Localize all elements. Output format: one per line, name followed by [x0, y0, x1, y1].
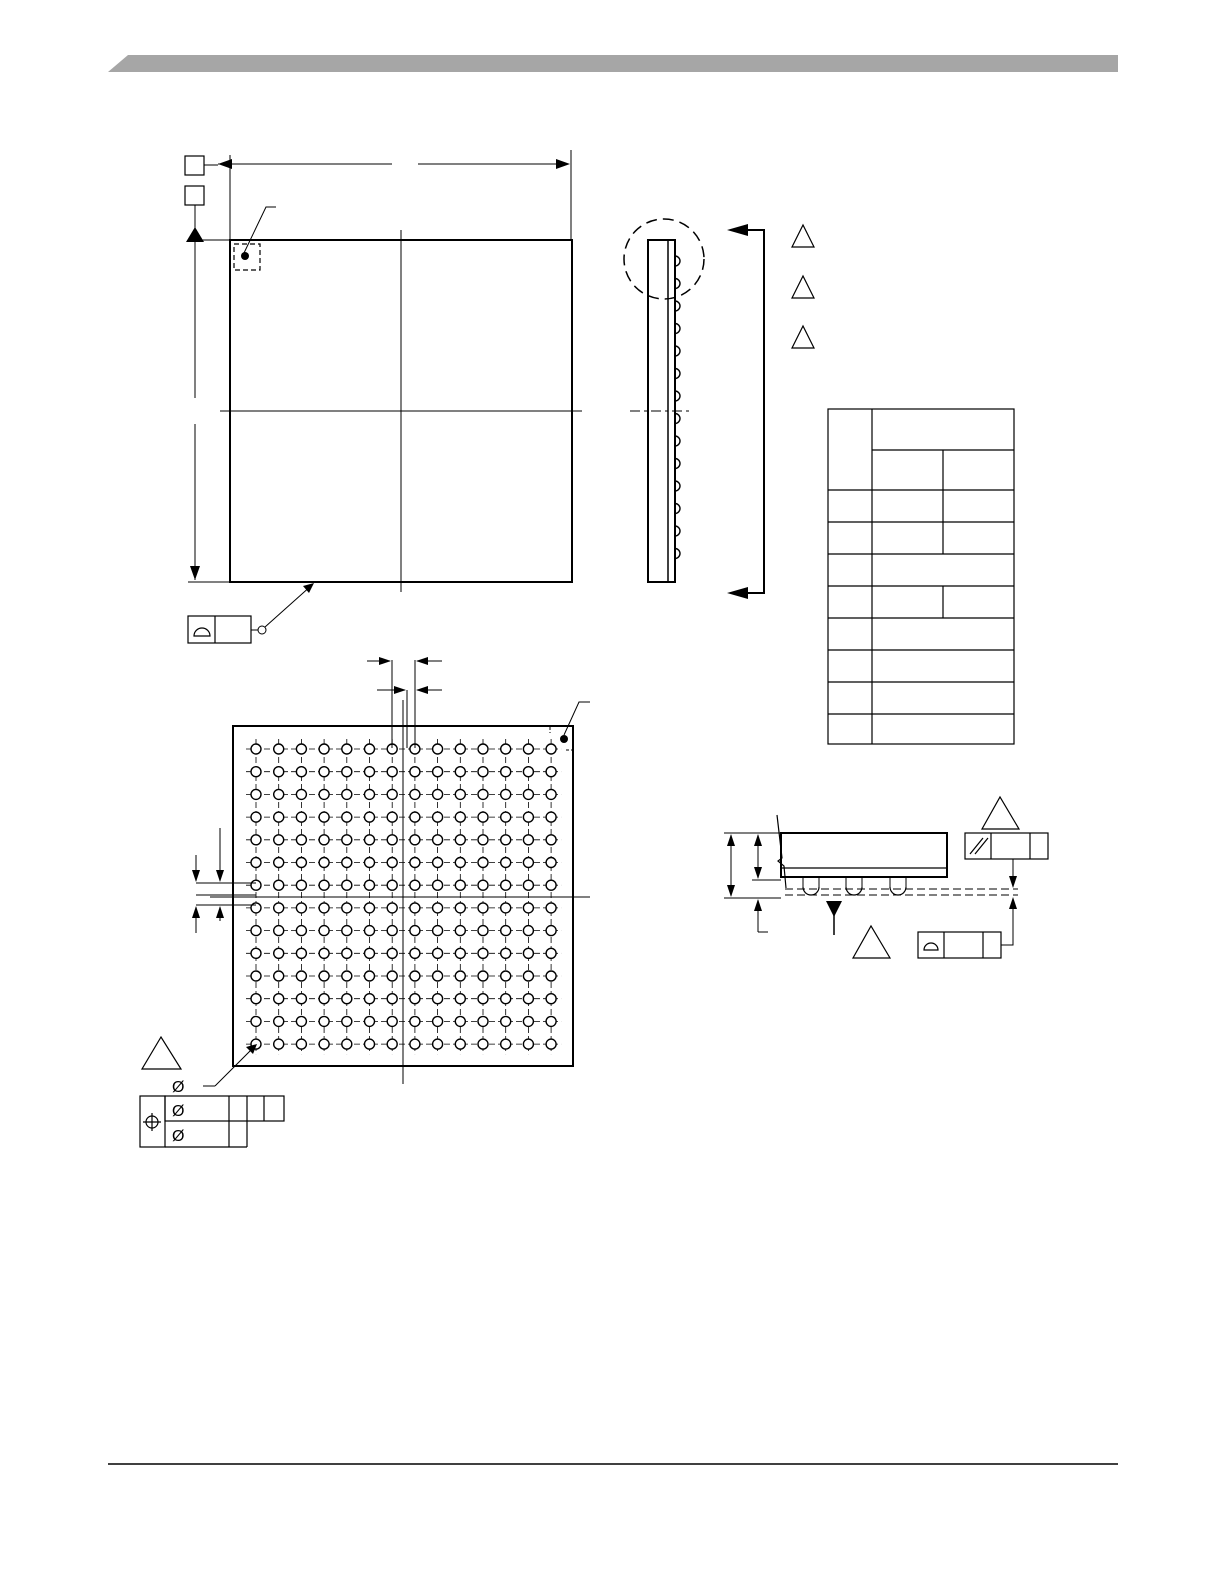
solder-ball	[342, 812, 352, 822]
solder-ball	[365, 767, 375, 777]
note-triangle-2	[792, 276, 814, 298]
solder-ball	[387, 880, 397, 890]
solder-ball	[296, 858, 306, 868]
solder-ball	[523, 835, 533, 845]
solder-ball	[523, 1016, 533, 1026]
solder-ball	[546, 1016, 556, 1026]
solder-ball	[319, 1039, 329, 1049]
solder-ball	[433, 789, 443, 799]
solder-ball	[342, 744, 352, 754]
solder-ball	[455, 858, 465, 868]
pin1-dot	[241, 252, 249, 260]
solder-ball	[274, 744, 284, 754]
parallelism-icon	[970, 838, 988, 854]
solder-ball	[274, 767, 284, 777]
fcf-diameter-symbol-2: Ø	[172, 1128, 185, 1145]
solder-ball	[433, 994, 443, 1004]
solder-ball	[501, 971, 511, 981]
solder-ball	[478, 812, 488, 822]
solder-ball	[274, 1039, 284, 1049]
solder-ball	[342, 1039, 352, 1049]
solder-ball	[296, 1039, 306, 1049]
solder-ball	[410, 994, 420, 1004]
solder-ball	[410, 971, 420, 981]
solder-ball	[478, 858, 488, 868]
solder-ball	[501, 767, 511, 777]
solder-ball	[433, 858, 443, 868]
note-triangle-5	[982, 797, 1019, 829]
solder-ball	[433, 812, 443, 822]
section-line	[733, 230, 764, 593]
solder-ball	[455, 1039, 465, 1049]
solder-ball	[342, 903, 352, 913]
solder-ball	[296, 744, 306, 754]
solder-ball	[251, 835, 261, 845]
solder-ball	[455, 767, 465, 777]
solder-ball	[365, 1039, 375, 1049]
solder-ball	[523, 789, 533, 799]
solder-ball	[274, 971, 284, 981]
solder-ball	[523, 812, 533, 822]
note-triangle-6	[853, 926, 890, 958]
solder-ball	[365, 744, 375, 754]
solder-ball	[455, 812, 465, 822]
a1-corner-leader	[564, 702, 590, 735]
solder-ball	[319, 1016, 329, 1026]
detail-profile-control-frame	[918, 897, 1017, 958]
solder-ball	[342, 994, 352, 1004]
solder-ball	[365, 880, 375, 890]
solder-ball	[251, 789, 261, 799]
solder-ball	[410, 789, 420, 799]
solder-ball	[365, 858, 375, 868]
solder-ball	[251, 744, 261, 754]
solder-ball	[319, 789, 329, 799]
solder-ball	[296, 971, 306, 981]
note-triangle-1	[792, 225, 814, 247]
solder-ball	[342, 858, 352, 868]
solder-ball	[296, 926, 306, 936]
solder-ball	[342, 835, 352, 845]
solder-ball	[523, 926, 533, 936]
solder-ball	[433, 880, 443, 890]
solder-ball	[410, 903, 420, 913]
profile-control-frame	[188, 583, 314, 643]
solder-ball	[410, 835, 420, 845]
solder-ball	[296, 767, 306, 777]
solder-ball	[546, 926, 556, 936]
solder-ball	[342, 926, 352, 936]
solder-ball	[274, 1016, 284, 1026]
solder-ball	[523, 880, 533, 890]
solder-ball	[523, 948, 533, 958]
solder-ball	[251, 858, 261, 868]
solder-ball	[478, 926, 488, 936]
solder-ball	[319, 744, 329, 754]
solder-ball	[455, 926, 465, 936]
detail-package-body	[781, 833, 947, 877]
solder-ball	[455, 744, 465, 754]
dim-width-label-gap	[392, 158, 418, 170]
solder-ball	[365, 926, 375, 936]
solder-ball	[478, 835, 488, 845]
solder-ball	[251, 767, 261, 777]
solder-ball	[274, 812, 284, 822]
solder-ball	[478, 1016, 488, 1026]
solder-ball	[296, 812, 306, 822]
a1-corner-dot	[560, 735, 568, 743]
dim-height-arrow-bottom	[190, 566, 200, 580]
dimension-table-rows	[828, 490, 1014, 714]
solder-ball	[478, 994, 488, 1004]
solder-ball	[433, 948, 443, 958]
solder-ball	[546, 903, 556, 913]
solder-ball	[296, 835, 306, 845]
solder-ball	[501, 744, 511, 754]
solder-ball	[455, 903, 465, 913]
solder-ball	[319, 994, 329, 1004]
solder-ball	[387, 1039, 397, 1049]
solder-ball	[251, 812, 261, 822]
solder-ball	[433, 971, 443, 981]
solder-ball	[501, 903, 511, 913]
solder-ball	[319, 767, 329, 777]
solder-ball	[296, 880, 306, 890]
solder-ball	[546, 835, 556, 845]
solder-ball	[546, 812, 556, 822]
solder-ball	[501, 812, 511, 822]
solder-ball	[365, 971, 375, 981]
solder-ball	[251, 948, 261, 958]
solder-ball	[478, 948, 488, 958]
solder-ball	[365, 994, 375, 1004]
side-view	[624, 219, 764, 599]
solder-ball	[455, 971, 465, 981]
profile-of-surface-icon	[924, 943, 938, 950]
solder-ball	[478, 789, 488, 799]
solder-ball	[478, 880, 488, 890]
solder-ball	[455, 789, 465, 799]
datum-box-b	[185, 186, 204, 205]
solder-ball	[296, 789, 306, 799]
solder-ball	[455, 835, 465, 845]
solder-ball	[387, 835, 397, 845]
solder-ball	[501, 994, 511, 1004]
solder-ball	[365, 1016, 375, 1026]
solder-ball	[387, 926, 397, 936]
solder-ball	[433, 835, 443, 845]
solder-ball	[274, 948, 284, 958]
solder-ball	[387, 903, 397, 913]
solder-ball	[501, 880, 511, 890]
solder-ball	[433, 767, 443, 777]
solder-ball	[546, 948, 556, 958]
solder-ball	[365, 948, 375, 958]
solder-ball	[410, 948, 420, 958]
solder-ball	[319, 880, 329, 890]
detail-callout-circle	[624, 219, 704, 299]
solder-ball	[342, 789, 352, 799]
solder-ball	[478, 971, 488, 981]
solder-ball	[274, 994, 284, 1004]
solder-ball	[478, 1039, 488, 1049]
datum-box-a	[185, 156, 204, 175]
solder-ball	[387, 767, 397, 777]
solder-ball	[296, 948, 306, 958]
detail-view	[724, 797, 1048, 958]
solder-ball	[501, 1016, 511, 1026]
solder-ball	[274, 835, 284, 845]
solder-ball	[365, 835, 375, 845]
solder-ball	[251, 1016, 261, 1026]
solder-ball	[501, 926, 511, 936]
solder-ball	[274, 880, 284, 890]
solder-ball	[274, 858, 284, 868]
solder-ball	[523, 1039, 533, 1049]
solder-ball	[546, 994, 556, 1004]
solder-ball	[387, 948, 397, 958]
solder-ball	[433, 1039, 443, 1049]
solder-ball	[410, 1039, 420, 1049]
solder-ball	[501, 948, 511, 958]
solder-ball	[410, 858, 420, 868]
solder-ball	[319, 858, 329, 868]
solder-ball	[296, 1016, 306, 1026]
solder-ball	[365, 789, 375, 799]
solder-ball	[501, 1039, 511, 1049]
solder-ball	[546, 858, 556, 868]
solder-ball	[410, 1016, 420, 1026]
solder-ball	[455, 880, 465, 890]
solder-ball	[455, 948, 465, 958]
solder-ball	[251, 971, 261, 981]
solder-ball	[274, 789, 284, 799]
solder-ball	[342, 971, 352, 981]
solder-ball	[387, 789, 397, 799]
solder-ball	[319, 903, 329, 913]
solder-ball	[365, 812, 375, 822]
solder-ball	[319, 948, 329, 958]
solder-ball	[523, 971, 533, 981]
solder-ball	[501, 858, 511, 868]
note-triangle-4	[142, 1037, 181, 1069]
dim-width-arrow-right	[556, 159, 570, 169]
solder-ball	[296, 903, 306, 913]
solder-ball	[387, 812, 397, 822]
solder-ball	[523, 767, 533, 777]
solder-ball	[433, 744, 443, 754]
solder-ball	[251, 903, 261, 913]
solder-ball	[251, 926, 261, 936]
top-view	[185, 150, 582, 643]
solder-ball	[546, 880, 556, 890]
solder-ball	[433, 1016, 443, 1026]
solder-ball	[433, 926, 443, 936]
profile-leader	[265, 585, 312, 627]
position-tolerance-icon	[143, 1113, 161, 1131]
solder-ball	[274, 903, 284, 913]
fcf-diameter-symbol-1: Ø	[172, 1103, 185, 1120]
solder-ball	[523, 994, 533, 1004]
solder-ball	[501, 835, 511, 845]
dim-height-label-gap	[188, 398, 202, 424]
solder-ball	[387, 1016, 397, 1026]
parallelism-control-frame	[965, 833, 1048, 888]
profile-of-surface-icon	[194, 628, 210, 636]
solder-ball	[478, 744, 488, 754]
solder-ball	[319, 926, 329, 936]
solder-ball	[546, 767, 556, 777]
solder-ball	[342, 1016, 352, 1026]
solder-ball	[410, 880, 420, 890]
section-arrow-top	[727, 224, 748, 236]
solder-ball	[319, 971, 329, 981]
solder-ball	[523, 858, 533, 868]
solder-ball	[410, 812, 420, 822]
ball-diameter-symbol: Ø	[172, 1079, 185, 1096]
solder-ball	[546, 1039, 556, 1049]
solder-ball	[387, 994, 397, 1004]
solder-ball	[319, 835, 329, 845]
solder-ball	[546, 789, 556, 799]
solder-ball	[251, 880, 261, 890]
solder-ball	[410, 926, 420, 936]
bottom-view	[140, 657, 590, 1147]
solder-ball	[501, 789, 511, 799]
solder-ball	[523, 744, 533, 754]
solder-ball	[410, 767, 420, 777]
solder-ball	[319, 812, 329, 822]
solder-ball	[274, 926, 284, 936]
solder-ball	[546, 744, 556, 754]
solder-ball	[387, 971, 397, 981]
note-triangle-3	[792, 326, 814, 348]
solder-ball	[342, 880, 352, 890]
solder-ball	[546, 971, 556, 981]
solder-ball	[365, 903, 375, 913]
header-bar	[108, 55, 1118, 72]
solder-ball	[251, 994, 261, 1004]
solder-ball	[387, 858, 397, 868]
position-control-frame	[140, 1096, 284, 1147]
solder-ball	[523, 903, 533, 913]
solder-ball	[478, 767, 488, 777]
detail-balls	[803, 877, 906, 895]
dimension-table	[828, 409, 1014, 744]
solder-ball	[296, 994, 306, 1004]
solder-ball	[455, 994, 465, 1004]
solder-ball	[433, 903, 443, 913]
solder-ball	[455, 1016, 465, 1026]
solder-ball	[342, 767, 352, 777]
solder-ball	[342, 948, 352, 958]
section-arrow-bottom	[727, 587, 748, 599]
solder-ball	[478, 903, 488, 913]
